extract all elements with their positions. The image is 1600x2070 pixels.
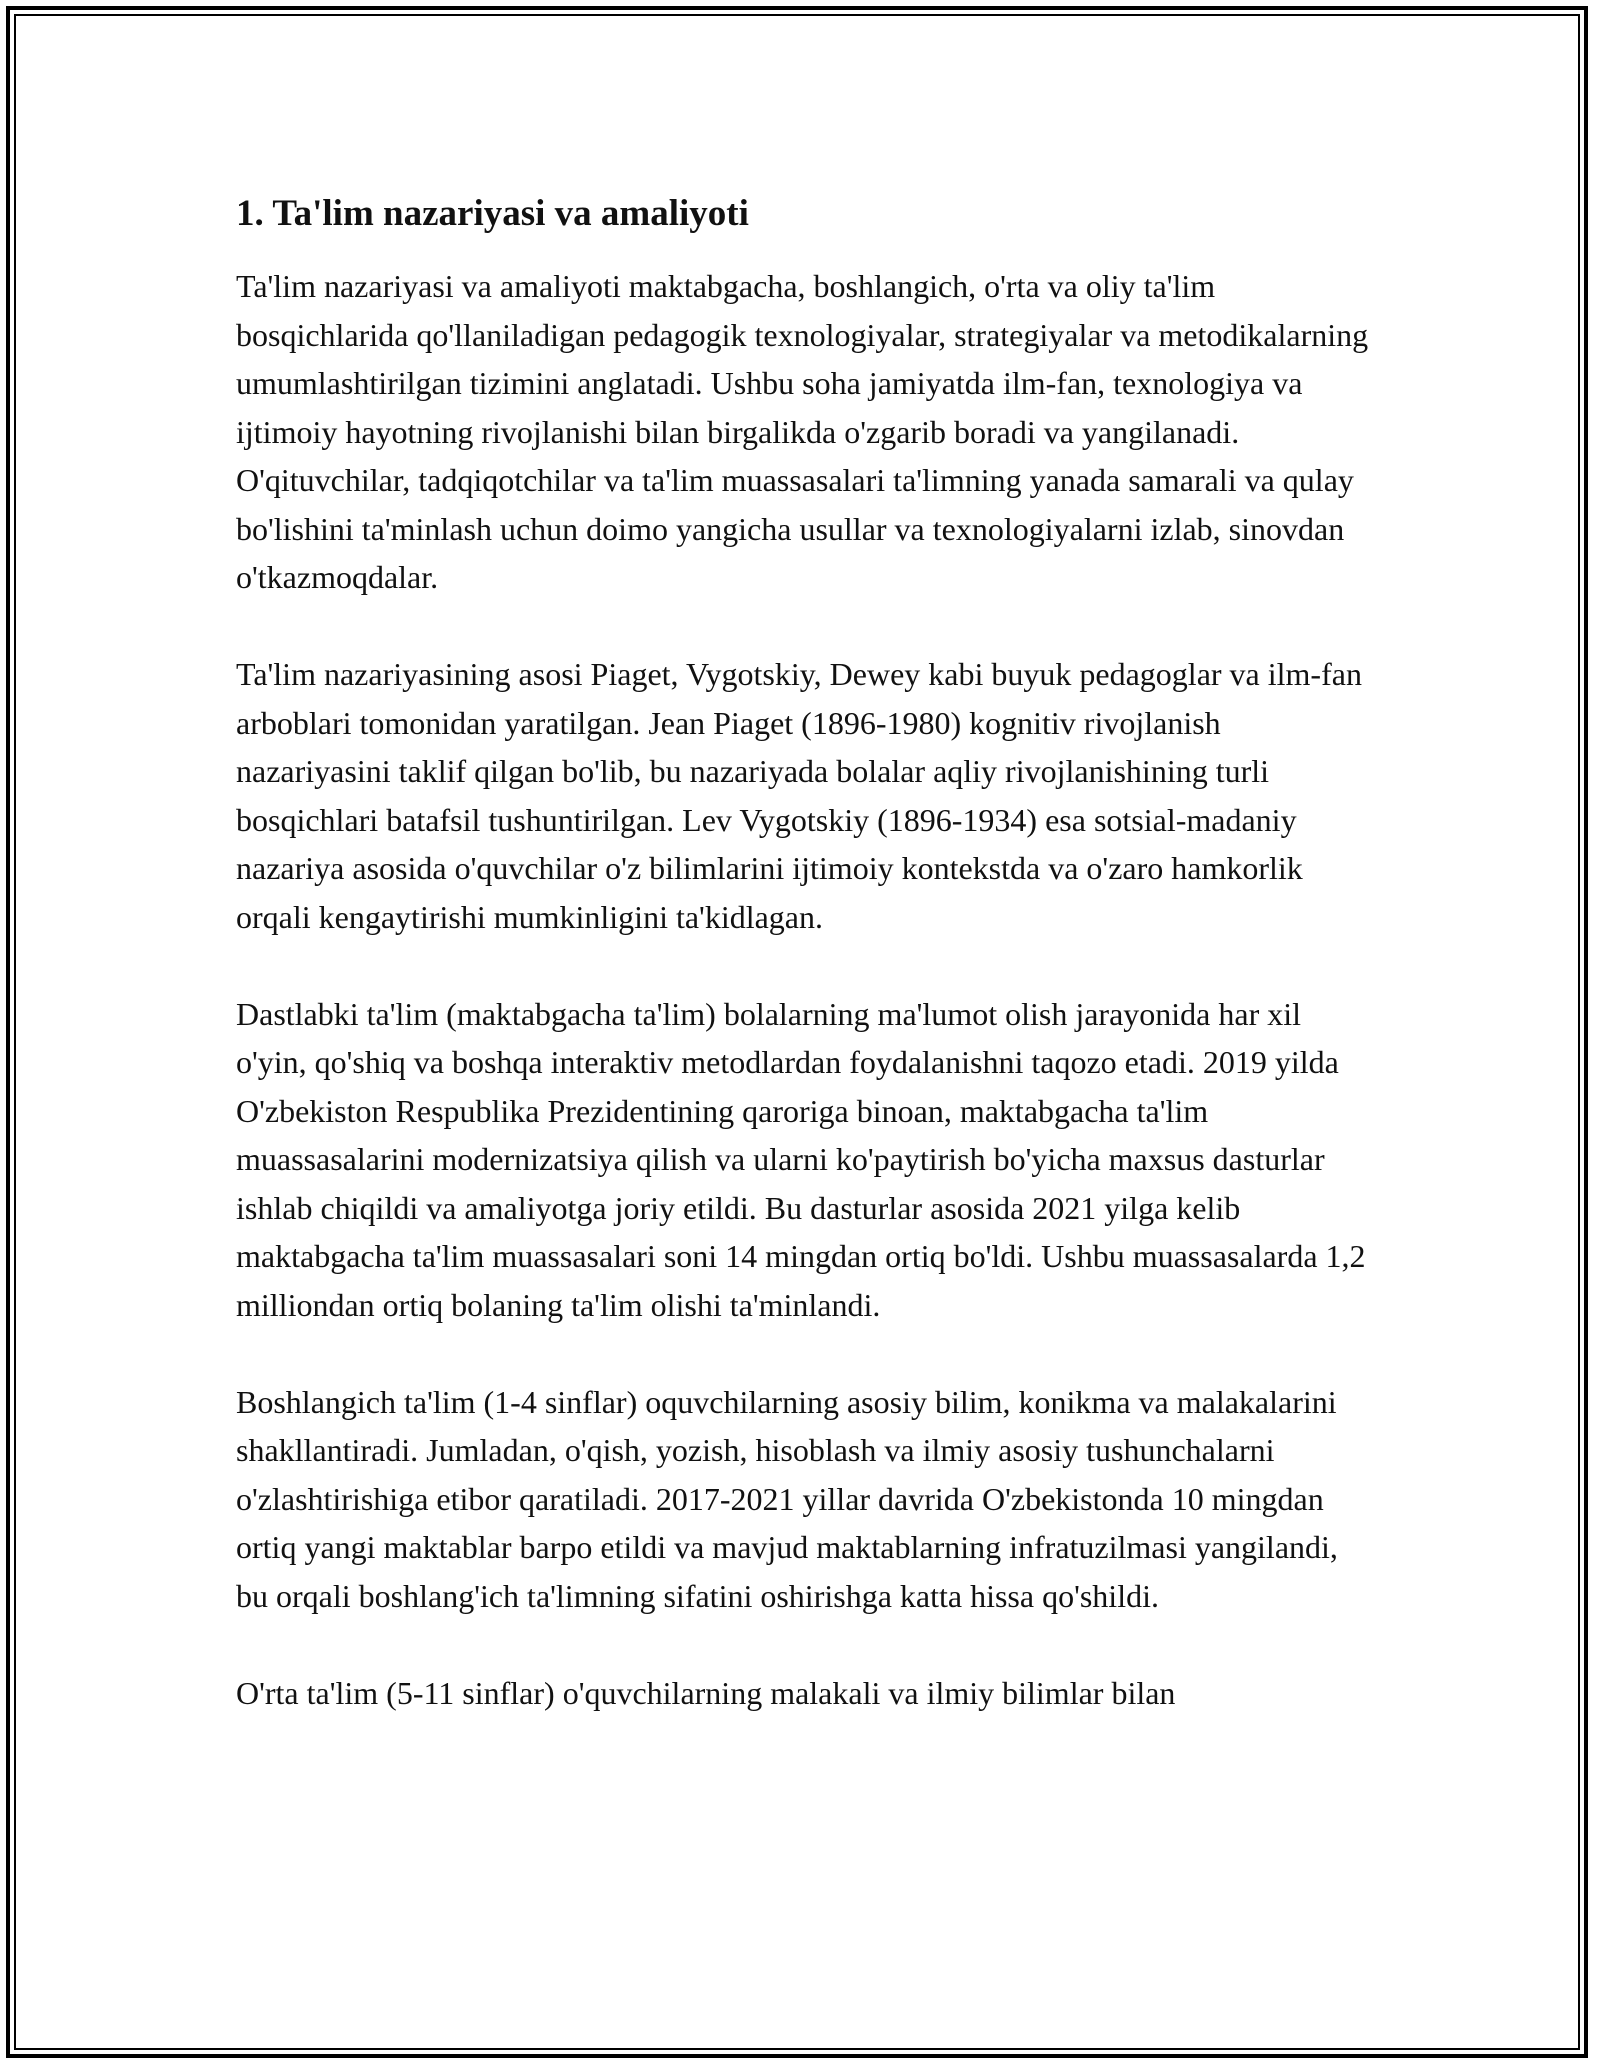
paragraph-4: Boshlangich ta'lim (1-4 sinflar) oquvchilarning asosiy bilim, konikma va malakalarini shakllantiradi. Jumladan, o'qish, yozish, hisoblash va ilmiy asosiy tushunchalarni o'zlashtirishiga etibor qaratiladi. 2017-2021 yillar davrida O'zbekistonda 10 mingdan ortiq yangi maktablar barpo etildi va mavjud maktablarning infratuzilmasi yangilandi, bu orqali boshlang'ich ta'limning sifatini oshirishga katta hissa qo'shildi.	[236, 1383, 1338, 1614]
paragraph-1: Ta'lim nazariyasi va amaliyoti maktabgacha, boshlangich, o'rta va oliy ta'lim bosqichlarida qo'llaniladigan pedagogik texnologiyalar, strategiyalar va metodikalarning umumlashtirilgan tizimini anglatadi. Ushbu soha jamiyatda ilm-fan, texnologiya va ijtimoiy hayotning rivojlanishi bilan birgalikda o'zgarib boradi va yangilanadi. O'qituvchilar, tadqiqotchilar va ta'lim muassasalari ta'limning yanada samarali va qulay bo'lishini ta'minlash uchun doimo yangicha usullar va texnologiyalarni izlab, sinovdan o'tkazmoqdalar.	[236, 268, 1369, 595]
paragraph-3: Dastlabki ta'lim (maktabgacha ta'lim) bolalarning ma'lumot olish jarayonida har xil o'yin, qo'shiq va boshqa interaktiv metodlardan foydalanishni taqozo etadi. 2019 yilda O'zbekiston Respublika Prezidentining qaroriga binoan, maktabgacha ta'lim muassasalarini modernizatsiya qilish va ularni ko'paytirish bo'yicha maxsus dasturlar ishlab chiqildi va amaliyotga joriy etildi. Bu dasturlar asosida 2021 yilga kelib maktabgacha ta'lim muassasalari soni 14 mingdan ortiq bo'ldi. Ushbu muassasalarda 1,2 milliondan ortiq bolaning ta'lim olishi ta'minlandi.	[236, 995, 1366, 1323]
document-body	[236, 188, 1376, 1717]
section-heading: 1. Ta'lim nazariyasi va amaliyoti	[236, 193, 749, 234]
paragraph-5: O'rta ta'lim (5-11 sinflar) o'quvchilarning malakali va ilmiy bilimlar bilan	[236, 1674, 1176, 1711]
paragraph-2: Ta'lim nazariyasining asosi Piaget, Vygotskiy, Dewey kabi buyuk pedagoglar va ilm-fan arboblari tomonidan yaratilgan. Jean Piaget (1896-1980) kognitiv rivojlanish nazariyasini taklif qilgan bo'lib, bu nazariyada bolalar aqliy rivojlanishining turli bosqichlari batafsil tushuntirilgan. Lev Vygotskiy (1896-1934) esa sotsial-madaniy nazariya asosida o'quvchilar o'z bilimlarini ijtimoiy kontekstda va o'zaro hamkorlik orqali kengaytirishi mumkinligini ta'kidlagan.	[236, 656, 1362, 935]
